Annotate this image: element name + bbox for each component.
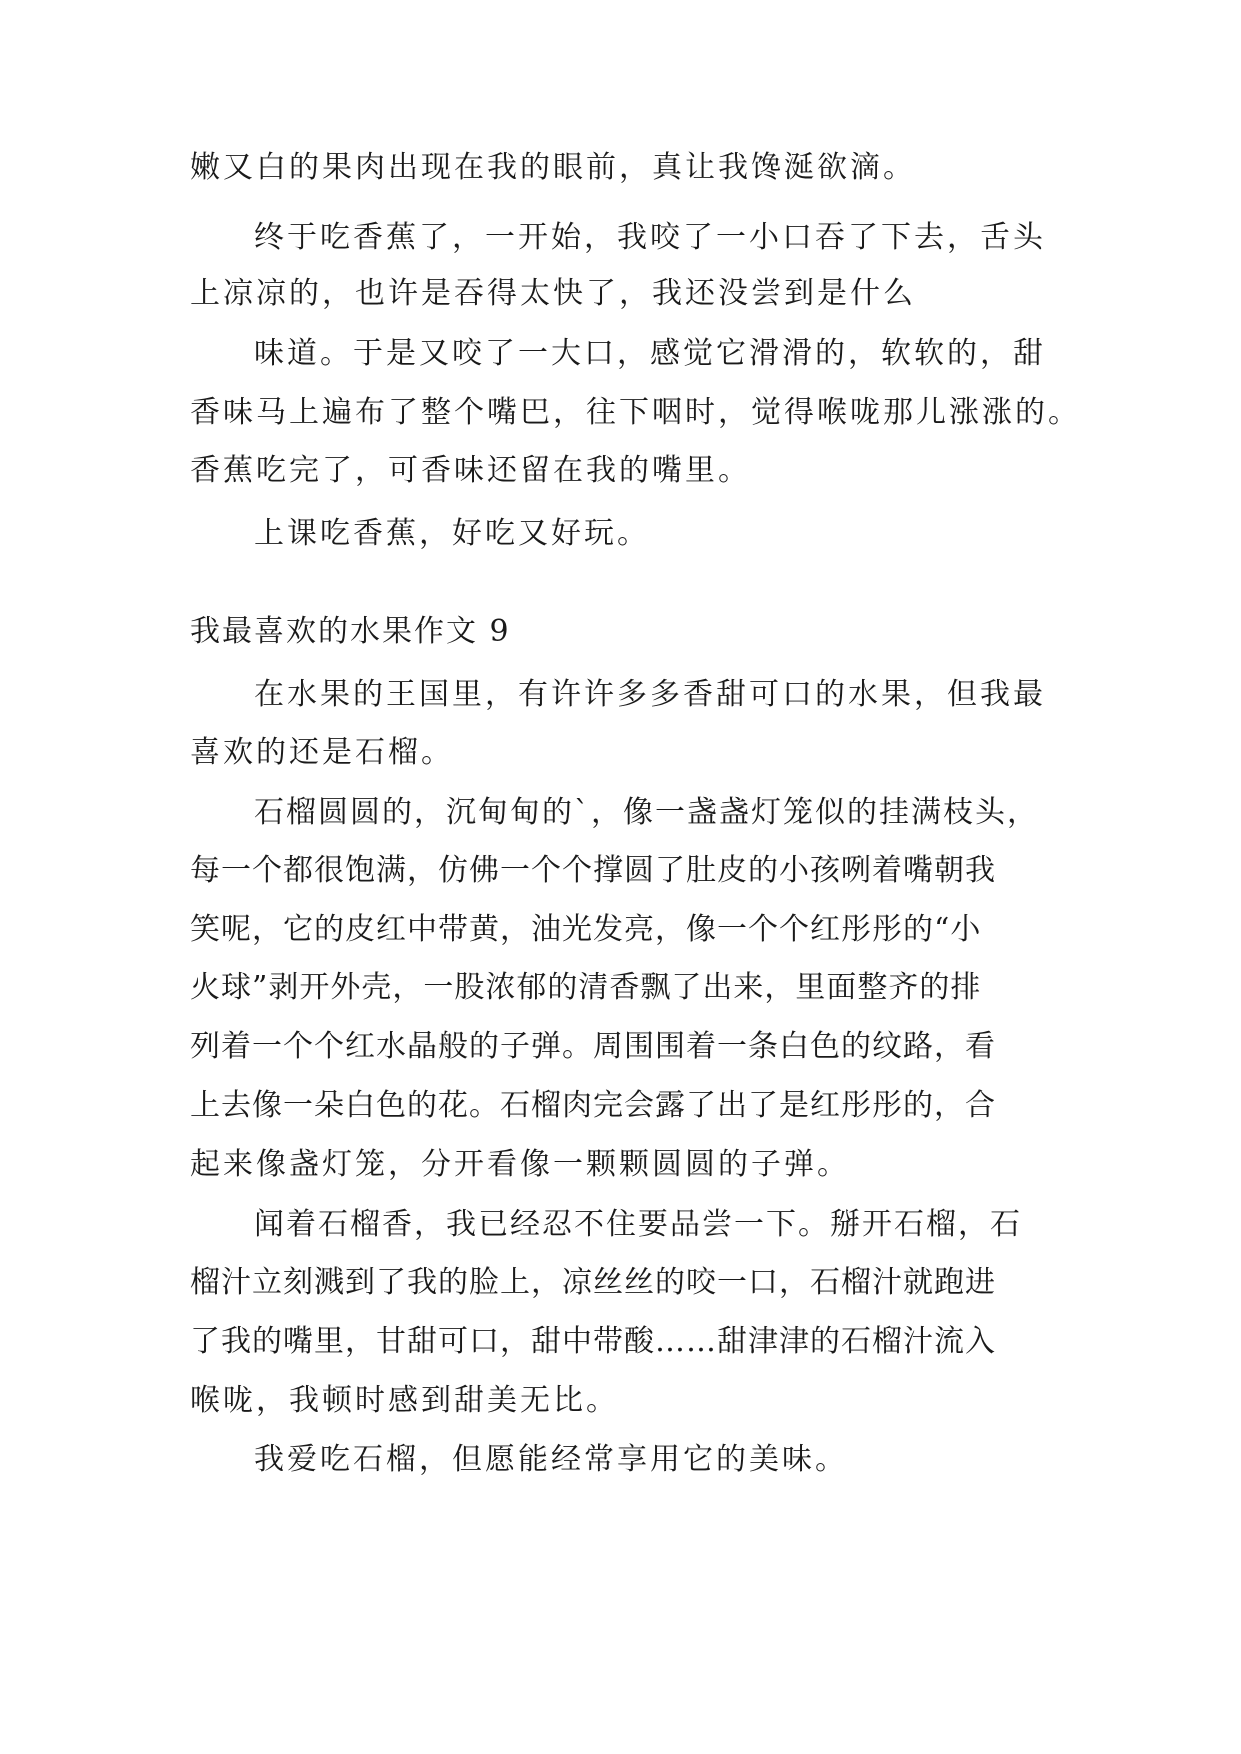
text-line: 列着一个个红水晶般的子弹。周围围着一条白色的纹路，看: [190, 1029, 996, 1064]
text-line: 喉咙，我顿时感到甜美无比。: [190, 1383, 619, 1418]
essay-title: 我最喜欢的水果作文 9: [190, 614, 511, 649]
text-line: 香蕉吃完了，可香味还留在我的嘴里。: [190, 453, 751, 488]
text-line: 火球”剥开外壳，一股浓郁的清香飘了出来，里面整齐的排: [190, 970, 982, 1005]
paragraph-start: 上课吃香蕉，好吃又好玩。: [254, 516, 650, 551]
text-line: 香味马上遍布了整个嘴巴，往下咽时，觉得喉咙那儿涨涨的。: [190, 395, 1081, 430]
text-line: 了我的嘴里，甘甜可口，甜中带酸……甜津津的石榴汁流入: [190, 1324, 996, 1359]
paragraph-start: 闻着石榴香，我已经忍不住要品尝一下。掰开石榴，石: [254, 1207, 1022, 1242]
paragraph-start: 在水果的王国里，有许许多多香甜可口的水果，但我最: [254, 677, 1046, 712]
paragraph-start: 我爱吃石榴，但愿能经常享用它的美味。: [254, 1442, 848, 1477]
text-line: 笑呢，它的皮红中带黄，油光发亮，像一个个红彤彤的“小: [190, 912, 982, 947]
text-line: 喜欢的还是石榴。: [190, 735, 454, 770]
paragraph-start: 石榴圆圆的，沉甸甸的`，像一盏盏灯笼似的挂满枝头，: [254, 795, 1039, 830]
text-line: 上去像一朵白色的花。石榴肉完会露了出了是红彤彤的，合: [190, 1088, 996, 1123]
text-line: 嫩又白的果肉出现在我的眼前，真让我馋涎欲滴。: [190, 150, 916, 185]
text-line: 榴汁立刻溅到了我的脸上，凉丝丝的咬一口，石榴汁就跑进: [190, 1265, 996, 1300]
paragraph-start: 味道。于是又咬了一大口，感觉它滑滑的，软软的，甜: [254, 336, 1046, 371]
text-line: 上凉凉的，也许是吞得太快了，我还没尝到是什么: [190, 276, 916, 311]
paragraph-start: 终于吃香蕉了，一开始，我咬了一小口吞了下去，舌头: [254, 220, 1046, 255]
text-line: 每一个都很饱满，仿佛一个个撑圆了肚皮的小孩咧着嘴朝我: [190, 853, 996, 888]
text-line: 起来像盏灯笼，分开看像一颗颗圆圆的子弹。: [190, 1147, 850, 1182]
